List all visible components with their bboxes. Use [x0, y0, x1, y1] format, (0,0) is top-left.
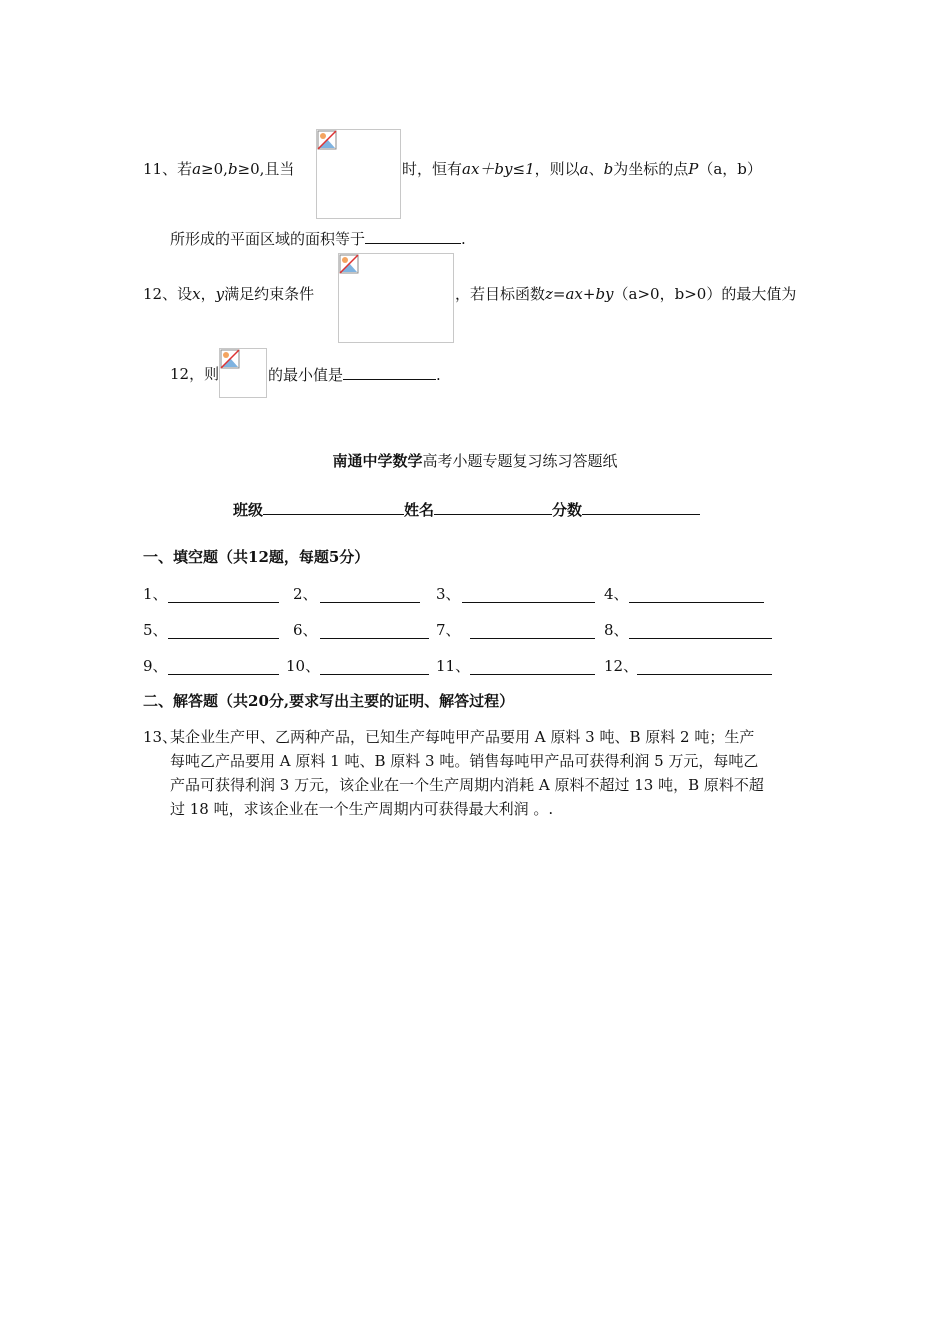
name-label: 姓名	[404, 501, 435, 519]
title-rest: 高考小题专题复习练习答题纸	[422, 452, 618, 470]
section1-heading: 一、填空题（共12题，每题5分）	[143, 548, 370, 566]
p12-prefix: 12、设	[143, 285, 193, 303]
p12-expr: z=ax+by	[545, 285, 614, 303]
label-8: 8、	[604, 621, 629, 639]
q13-line-3: 产品可获得利润 3 万元，该企业在一个生产周期内消耗 A 原料不超过 13 吨，B 原料不超	[170, 776, 764, 794]
p11-end: .	[461, 230, 466, 248]
p11-prefix: 11、若	[143, 160, 193, 178]
broken-image-icon	[220, 349, 240, 369]
class-field[interactable]	[263, 499, 404, 515]
answer-blank-4[interactable]	[629, 587, 764, 603]
q13-line-2: 每吨乙产品要用 A 原料 1 吨、B 原料 3 吨。销售每吨甲产品可获得利润 5 万元，每吨乙	[170, 752, 759, 770]
q13-line-4: 过 18 吨，求该企业在一个生产周期内可获得最大利润 。.	[170, 800, 554, 818]
p11-var-a: a	[192, 160, 202, 178]
p12-constraint-image	[338, 253, 454, 343]
p11-b: b	[603, 160, 614, 178]
problem-12-line2-post	[268, 364, 441, 385]
problem-12-line1	[143, 284, 314, 304]
answer-blank-11[interactable]	[470, 659, 595, 675]
p11-after-img: 时，恒有	[402, 160, 463, 178]
label-2: 2、	[293, 585, 318, 603]
p12-cond: （a>0，b>0）的最大值为	[613, 285, 797, 303]
p11-var-b: b	[227, 160, 238, 178]
p11-formula-image	[316, 129, 401, 219]
p12-line2-post: 的最小值是	[268, 366, 344, 384]
p12-after-img: ，若目标函数	[455, 285, 546, 303]
p12-answer-blank[interactable]	[343, 364, 436, 380]
label-5: 5、	[143, 621, 168, 639]
p12-expression-image	[219, 348, 267, 398]
p11-tail: 为坐标的点	[613, 160, 689, 178]
p11-sep: 、	[588, 160, 604, 178]
p11-cond1: ≥0,	[201, 160, 228, 178]
p11-a: a	[579, 160, 589, 178]
label-3: 3、	[436, 585, 461, 603]
label-4: 4、	[604, 585, 629, 603]
problem-12-line2-pre	[170, 364, 219, 384]
problem-11-line1-rest	[402, 159, 762, 179]
title-bold: 南通中学数学	[332, 452, 423, 470]
p11-P: P	[688, 160, 699, 178]
class-label: 班级	[233, 501, 264, 519]
label-1: 1、	[143, 585, 168, 603]
section2-heading: 二、解答题（共20分,要求写出主要的证明、解答过程）	[143, 692, 515, 710]
p12-end: .	[436, 366, 441, 384]
answer-blank-5[interactable]	[168, 623, 279, 639]
p11-then: ，则以	[534, 160, 580, 178]
problem-11-line1	[143, 159, 294, 179]
answer-blank-10[interactable]	[320, 659, 429, 675]
q13-line-1: 某企业生产甲、乙两种产品，已知生产每吨甲产品要用 A 原料 3 吨、B 原料 2 吨；生产	[170, 728, 755, 746]
broken-image-icon	[339, 254, 359, 274]
answer-blank-8[interactable]	[629, 623, 772, 639]
problem-12-line1-rest	[455, 284, 796, 304]
p11-answer-blank[interactable]	[365, 228, 461, 244]
p11-expr: ax＋by≤1	[462, 160, 535, 178]
p11-line2: 所形成的平面区域的面积等于	[170, 230, 366, 248]
p11-cond2: ≥0,且当	[237, 160, 295, 178]
answer-blank-7[interactable]	[470, 623, 595, 639]
label-6: 6、	[293, 621, 318, 639]
p12-mid: 满足约束条件	[224, 285, 315, 303]
p12-y: y	[215, 285, 225, 303]
problem-11-line2	[170, 228, 466, 249]
q13-body	[170, 725, 810, 821]
answer-blank-2[interactable]	[320, 587, 420, 603]
q13-number: 13、	[143, 728, 178, 746]
p12-x: x	[192, 285, 201, 303]
broken-image-icon	[317, 130, 337, 150]
name-field[interactable]	[434, 499, 552, 515]
answer-blank-9[interactable]	[168, 659, 279, 675]
label-12: 12、	[604, 657, 639, 675]
p11-paren: （a，b）	[698, 160, 762, 178]
answer-blank-1[interactable]	[168, 587, 279, 603]
label-9: 9、	[143, 657, 168, 675]
student-info-line	[233, 499, 700, 520]
p12-comma: ，	[200, 285, 216, 303]
answer-blank-12[interactable]	[637, 659, 772, 675]
label-10: 10、	[286, 657, 321, 675]
p12-line2-pre: 12，则	[170, 365, 220, 383]
score-field[interactable]	[582, 499, 700, 515]
score-label: 分数	[552, 501, 583, 519]
label-7: 7、	[436, 621, 461, 639]
label-11: 11、	[436, 657, 471, 675]
answer-blank-3[interactable]	[462, 587, 595, 603]
answer-blank-6[interactable]	[320, 623, 429, 639]
answer-sheet-title	[0, 451, 950, 471]
